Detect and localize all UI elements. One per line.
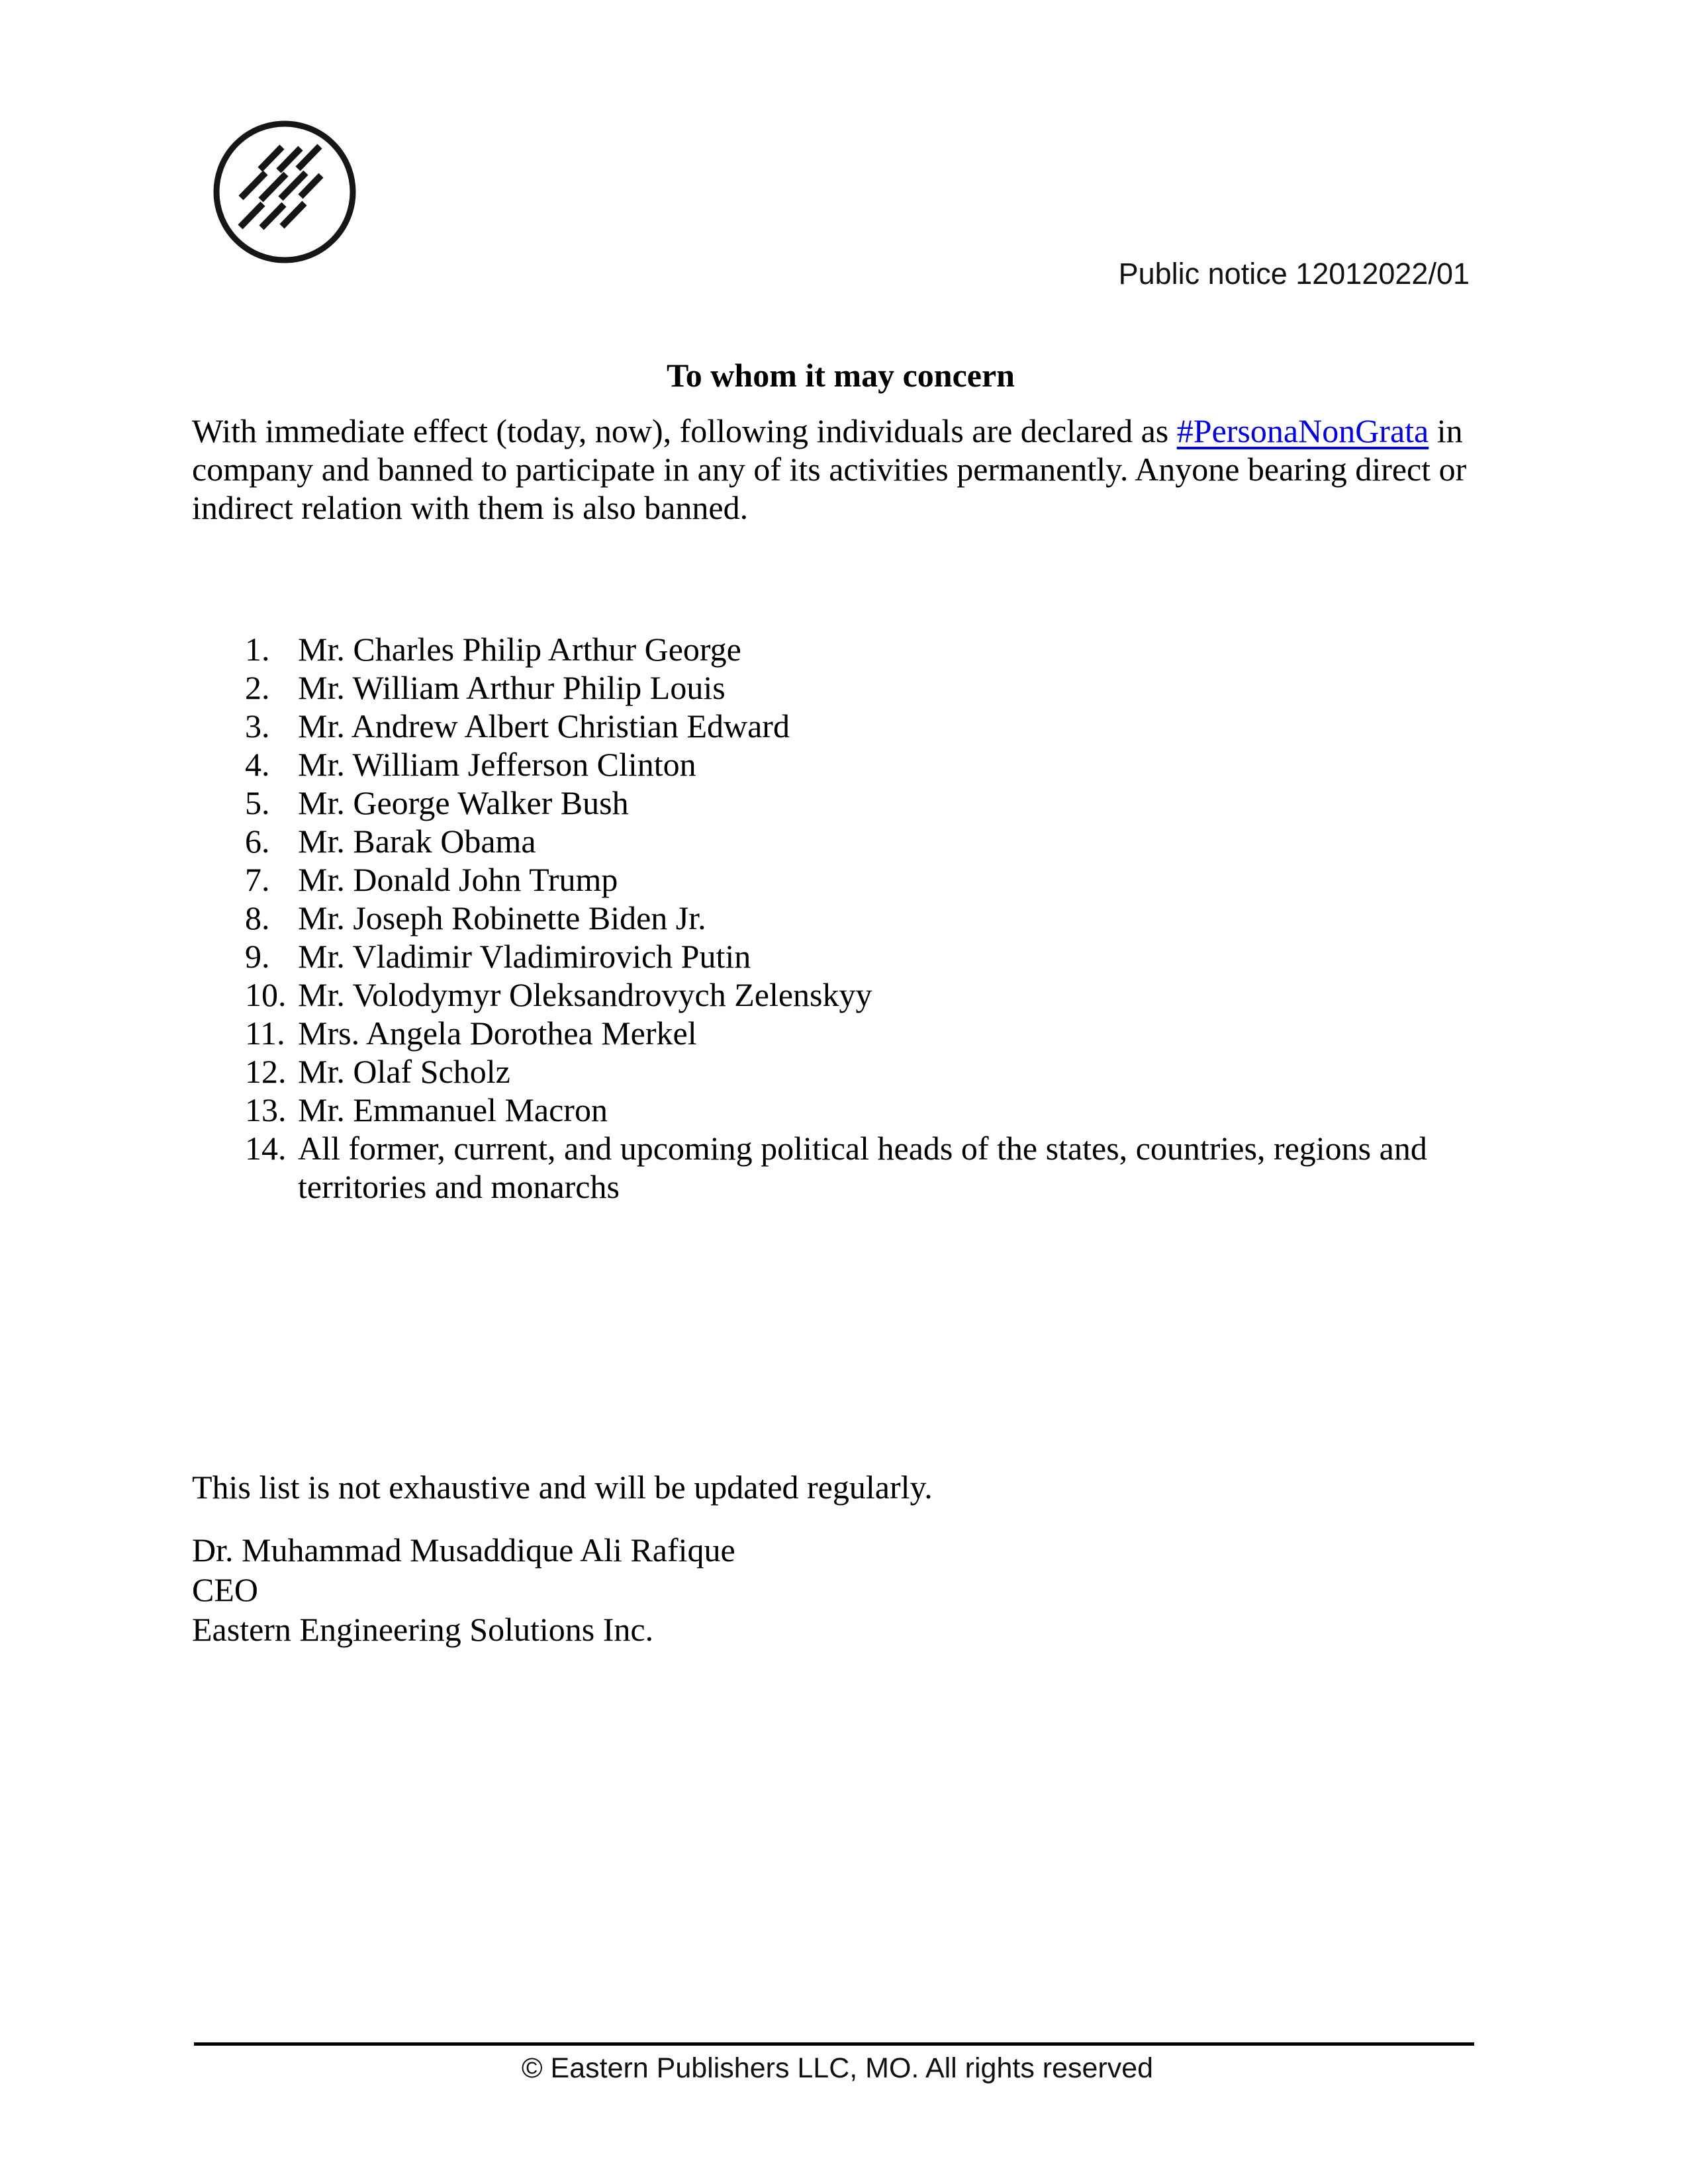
list-item-text: Mr. Donald John Trump: [298, 861, 618, 898]
list-item: [245, 745, 1516, 784]
footer-copyright: © Eastern Publishers LLC, MO. All rights reserved: [521, 2052, 1154, 2084]
list-item-text: Mr. Joseph Robinette Biden Jr.: [298, 899, 706, 936]
list-item-text-line1: All former, current, and upcoming political heads of the states, countries, regions and: [298, 1130, 1427, 1167]
list-item-text: Mr. William Jefferson Clinton: [298, 746, 696, 783]
list-item: [245, 630, 1516, 668]
list-item-number: 13.: [245, 1091, 287, 1128]
list-item-text: [298, 1129, 1516, 1206]
list-item-number: 12.: [245, 1053, 287, 1090]
list-item-number: 11.: [245, 1015, 285, 1052]
list-item: [245, 937, 1516, 976]
banned-list: [245, 630, 1516, 1206]
list-item-text: Mr. William Arthur Philip Louis: [298, 669, 726, 706]
list-item-number: 3.: [245, 707, 270, 745]
list-item: [245, 860, 1516, 899]
page-title: To whom it may concern: [667, 357, 1015, 394]
intro-line-2: company and banned to participate in any of its activities permanently. Anyone bearing direct or: [192, 451, 1467, 488]
hatched-circle-logo-icon: [210, 117, 359, 267]
list-item-text: Mr. Andrew Albert Christian Edward: [298, 707, 790, 745]
list-item-number: 9.: [245, 938, 270, 975]
notice-reference: Public notice 12012022/01: [1118, 257, 1470, 291]
list-item-text-line2: territories and monarchs: [298, 1168, 620, 1205]
list-item: [245, 976, 1516, 1014]
list-item-number: 5.: [245, 784, 270, 821]
list-item-text: Mr. George Walker Bush: [298, 784, 629, 821]
footer-divider: [194, 2042, 1474, 2046]
intro-text-after-link: in: [1429, 412, 1463, 449]
list-item-text: Mr. Emmanuel Macron: [298, 1091, 608, 1128]
list-item-text: Mr. Barak Obama: [298, 823, 536, 860]
list-item: [245, 899, 1516, 937]
signature-role: CEO: [192, 1571, 258, 1608]
intro-line-1: [192, 412, 1516, 450]
signature-org: Eastern Engineering Solutions Inc.: [192, 1611, 654, 1648]
list-item: [245, 707, 1516, 745]
list-item-text: Mr. Volodymyr Oleksandrovych Zelenskyy: [298, 976, 872, 1013]
list-item: [245, 668, 1516, 707]
list-item-number: 6.: [245, 823, 270, 860]
list-item-number: 4.: [245, 746, 270, 783]
intro-text-before-link: With immediate effect (today, now), following individuals are declared as: [192, 412, 1177, 449]
list-item: [245, 784, 1516, 822]
list-item-number: 8.: [245, 899, 270, 936]
list-item-text: Mr. Vladimir Vladimirovich Putin: [298, 938, 751, 975]
list-item-number: 10.: [245, 976, 287, 1013]
list-item: [245, 1052, 1516, 1091]
signature-name: Dr. Muhammad Musaddique Ali Rafique: [192, 1531, 735, 1569]
list-item: [245, 822, 1516, 860]
signature-block: [192, 1530, 1516, 1649]
list-item-text: Mr. Olaf Scholz: [298, 1053, 510, 1090]
list-item-text: Mrs. Angela Dorothea Merkel: [298, 1015, 697, 1052]
closing-note: This list is not exhaustive and will be updated regularly.: [192, 1469, 933, 1506]
list-item-number: 7.: [245, 861, 270, 898]
persona-non-grata-link[interactable]: #PersonaNonGrata: [1176, 412, 1429, 449]
list-item-number: 1.: [245, 631, 270, 668]
list-item: [245, 1014, 1516, 1052]
list-item-number: 2.: [245, 669, 270, 706]
list-item-number: 14.: [245, 1130, 287, 1167]
intro-line-3: indirect relation with them is also banned.: [192, 489, 749, 526]
list-item: [245, 1091, 1516, 1129]
list-item-text: Mr. Charles Philip Arthur George: [298, 631, 741, 668]
list-item: [245, 1129, 1516, 1206]
logo-svg: [210, 117, 359, 267]
intro-paragraph: [192, 412, 1516, 527]
